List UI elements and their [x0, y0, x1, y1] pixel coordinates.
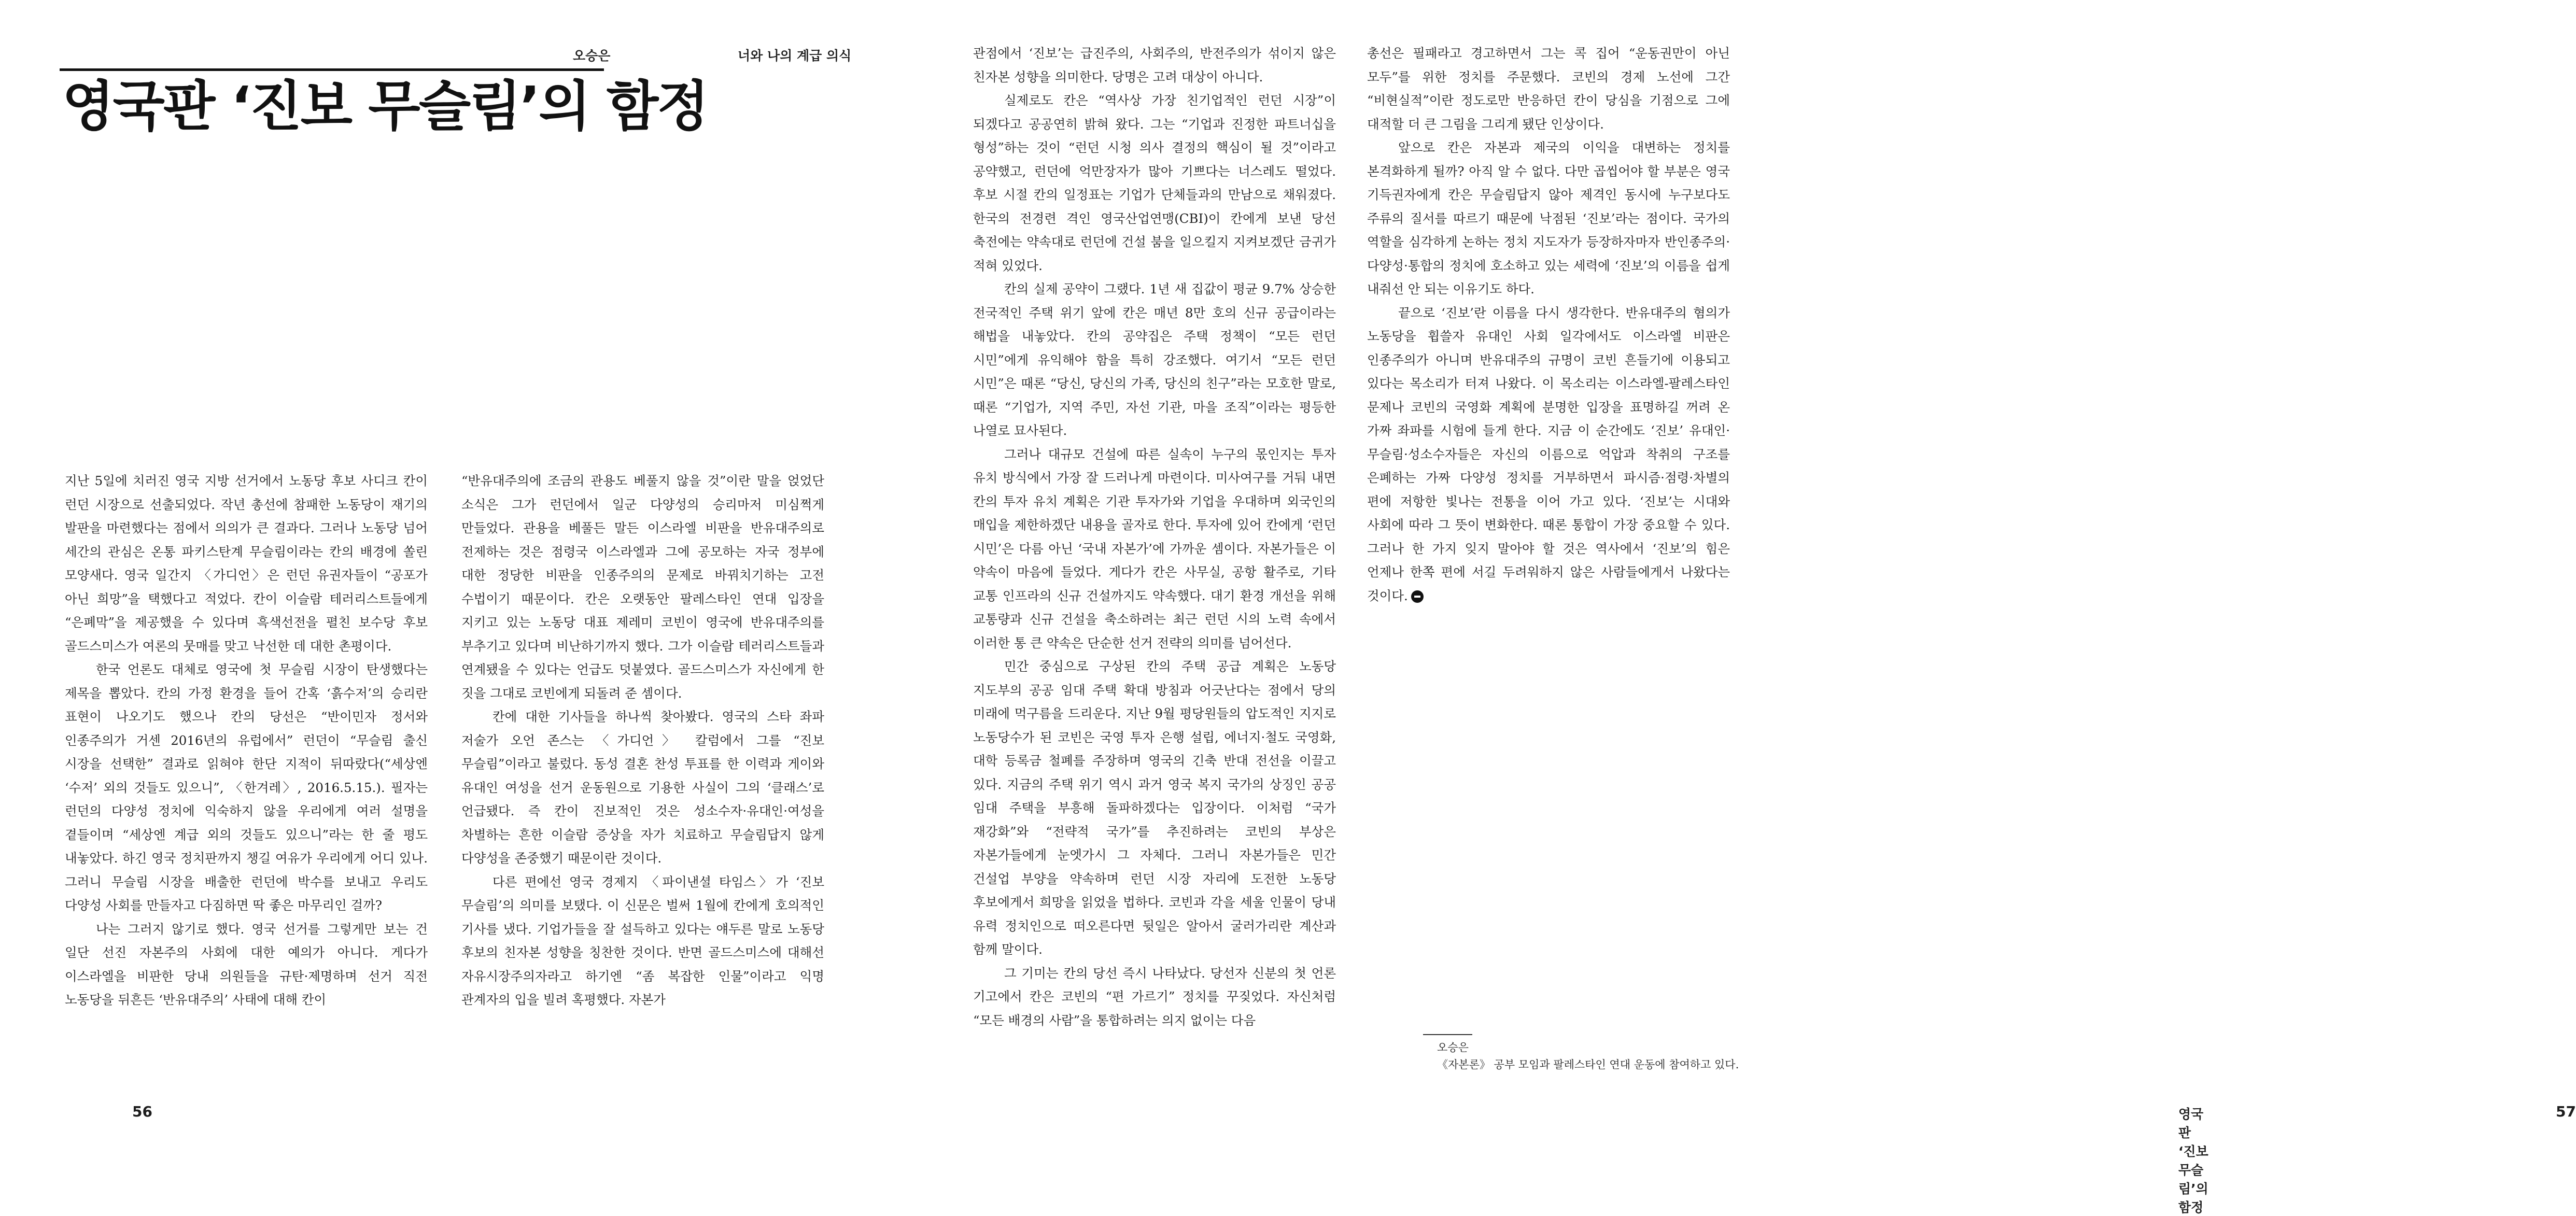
page-number-right: 57 [2556, 1103, 2576, 1120]
header-section: 너와 나의 계급 의식 [738, 48, 852, 63]
paragraph: 한국 언론도 대체로 영국에 첫 무슬림 시장이 탄생했다는 제목을 뽑았다. 칸의 가정 환경을 들어 간혹 ‘흙수저’의 승리란 표현이 나오기도 했으나 칸의 당선은 “반이민자 정서와 인종주의가 거센 2016년의 유럽에서” 런던이 “무슬림 출신 시장을 선택한” 결과로 읽혀야 한단 지적이 뒤따랐다(“세상엔 ‘수저’ 외의 것들도 있으니”, 〈한겨레〉, 2016.5.15.). 필자는 런던의 다양성 정치에 익숙하지 않을 우리에게 여러 설명을 곁들이며 “세상엔 계급 외의 것들도 있으니”라는 한 줄 평도 내놓았다. 하긴 영국 정치판까지 챙길 여유가 우리에게 어디 있나. 그러니 무슬림 시장을 배출한 런던에 박수를 보내고 우리도 다양성 사회를 만들자고 다짐하면 딱 좋은 마무리인 걸까? [65, 662, 428, 913]
header-author: 오승은 [573, 48, 611, 63]
paragraph: 다른 편에선 영국 경제지 〈파이낸셜 타임스〉가 ‘진보 무슬림’의 의미를 보탰다. 이 신문은 벌써 1월에 칸에게 호의적인 기사를 냈다. 기업가들을 잘 설득하고 있다는 얘두른 말로 노동당 후보의 친자본 성향을 칭찬한 것이다. 반면 골드스미스에 대해선 자유시장주의자라고 하기엔 “좀 복잡한 인물”이라고 익명 관계자의 입을 빌려 혹평했다. 자본가 [461, 874, 824, 1007]
title-rule [60, 68, 604, 71]
body-column-4 [1367, 41, 1730, 607]
body-column-3 [973, 41, 1336, 1032]
running-title: 영국판 ‘진보 무슬림’의 함정 [2178, 1107, 2208, 1215]
paragraph: 그러나 대규모 건설에 따른 실속이 누구의 몫인지는 투자 유치 방식에서 가장 잘 드러나게 마련이다. 미사여구를 거둬 내면 칸의 투자 유치 계획은 기관 투자가와 기업을 우대하며 외국인의 매입을 제한하겠단 내용을 골자로 한다. 투자에 있어 칸에게 ‘런던 시민’은 다름 아닌 ‘국내 자본가’에 가까운 셈이다. 자본가들은 이 약속이 마음에 들었다. 게다가 칸은 사무실, 공항 활주로, 기타 교통 인프라의 신규 건설까지도 약속했다. 대기 환경 개선을 위해 교통량과 신규 건설을 축소하려는 최근 런던 시의 노력 속에서 이러한 통 큰 약속은 단순한 선거 전략의 의미를 넘어선다. [973, 446, 1336, 651]
paragraph: 총선은 필패라고 경고하면서 그는 콕 집어 “운동권만이 아닌 모두”를 위한 정치를 주문했다. 코빈의 경제 노선에 그간 “비현실적”이란 정도로만 반응하던 칸이 당심을 기점으로 그에 대적할 더 큰 그림을 그리게 됐단 인상이다. [1367, 46, 1730, 132]
author-bio-description: 《자본론》 공부 모임과 팔레스타인 연대 운동에 참여하고 있다. [1437, 1058, 1739, 1071]
paragraph: 칸의 실제 공약이 그랬다. 1년 새 집값이 평균 9.7% 상승한 전국적인 주택 위기 앞에 칸은 매년 8만 호의 신규 공급이라는 해법을 내놓았다. 칸의 공약집은 주택 정책이 “모든 런던 시민”에게 유익해야 함을 특히 강조했다. 여기서 “모든 런던 시민”은 때론 “당신, 당신의 가족, 당신의 친구”라는 모호한 말로, 때론 “기업가, 지역 주민, 자선 기관, 마을 조직”이라는 평등한 나열로 묘사된다. [973, 281, 1336, 438]
left-page [0, 0, 898, 1143]
paragraph-text: 끝으로 ‘진보’란 이름을 다시 생각한다. 반유대주의 혐의가 노동당을 휩쓸자 유대인 사회 일각에서도 이스라엘 비판은 인종주의가 아니며 반유대주의 규명이 코빈 흔들기에 이용되고 있다는 목소리가 터져 나왔다. 이 목소리는 이스라엘-팔레스타인 문제나 코빈의 국영화 계획에 분명한 입장을 표명하길 꺼려 온 가짜 좌파를 시험에 들게 한다. 지금 이 순간에도 ‘진보’ 유대인·무슬림·성소수자들은 자신의 이름으로 억압과 착취의 구조를 은폐하는 가짜 다양성 정치를 거부하면서 파시즘·점령·차별의 편에 저항한 빛나는 전통을 이어 가고 있다. ‘진보’는 시대와 사회에 따라 그 뜻이 변화한다. 때론 통합이 가장 중요할 수 있다. 그러나 한 가지 잊지 말아야 할 것은 역사에서 ‘진보’의 힘은 언제나 한쪽 편에 서길 두려워하지 않은 사람들에게서 나왔다는 것이다. [1367, 305, 1730, 603]
paragraph: 지난 5일에 치러진 영국 지방 선거에서 노동당 후보 사디크 칸이 런던 시장으로 선출되었다. 작년 총선에 참패한 노동당이 재기의 발판을 마련했다는 점에서 의의가 큰 결과다. 그러나 노동당 넘어 세간의 관심은 온통 파키스탄계 무슬림이라는 칸의 배경에 쏠린 모양새다. 영국 일간지 〈가디언〉은 런던 유권자들이 “공포가 아닌 희망”을 택했다고 적었다. 칸이 이슬람 테러리스트들에게 “은폐막”을 제공했을 수 있다며 흑색선전을 펼친 보수당 후보 골드스미스가 여론의 뭇매를 맞고 낙선한 데 대한 촌평이다. [65, 473, 428, 654]
paragraph-final [1367, 301, 1730, 608]
body-column-2 [461, 469, 824, 1012]
author-bio [1437, 1039, 1739, 1073]
paragraph: 나는 그러지 않기로 했다. 영국 선거를 그렇게만 보는 건 일단 선진 자본주의 사회에 대한 예의가 아니다. 게다가 이스라엘을 비판한 당내 의원들을 규탄·제명하며 선거 직전 노동당을 뒤흔든 ‘반유대주의’ 사태에 대해 칸이 [65, 921, 428, 1007]
bio-divider [1423, 1034, 1472, 1035]
magazine-end-mark-icon [1411, 590, 1424, 603]
page-number-left: 56 [132, 1103, 152, 1120]
paragraph: 민간 중심으로 구상된 칸의 주택 공급 계획은 노동당 지도부의 공공 임대 주택 확대 방침과 어긋난다는 점에서 당의 미래에 먹구름을 드리운다. 지난 9월 평당원들의 압도적인 지지로 노동당수가 된 코빈은 국영 투자 은행 설립, 에너지·철도 국영화, 대학 등록금 철폐를 주장하며 영국의 긴축 반대 전선을 이끌고 있다. 지금의 주택 위기 역시 과거 영국 복지 국가의 상징인 공공 임대 주택을 부흥해 돌파하겠다는 입장이다. 이처럼 “국가 재강화”와 “전략적 국가”를 추진하려는 코빈의 부상은 자본가들에게 눈엣가시 그 자체다. 그러니 자본가들은 민간 건설업 부양을 약속하며 런던 시장 자리에 도전한 노동당 후보에게서 희망을 읽었을 법하다. 코빈과 각을 세울 인물이 당내 유력 정치인으로 떠오른다면 뒷일은 알아서 굴러가리란 계산과 함께 말이다. [973, 659, 1336, 957]
paragraph: 칸에 대한 기사들을 하나씩 찾아봤다. 영국의 스타 좌파 저술가 오언 존스는 〈가디언〉 칼럼에서 그를 “진보 무슬림”이라고 불렀다. 동성 결혼 찬성 투표를 한 이력과 게이와 유대인 여성을 선거 운동원으로 기용한 사실이 그의 ‘클래스’로 언급됐다. 즉 칸이 진보적인 것은 성소수자·유대인·여성을 차별하는 흔한 이슬람 증상을 자가 치료하고 무슬림답지 않게 다양성을 존중했기 때문이란 것이다. [461, 709, 824, 866]
paragraph: 관점에서 ‘진보’는 급진주의, 사회주의, 반전주의가 섞이지 않은 친자본 성향을 의미한다. 당명은 고려 대상이 아니다. [973, 46, 1336, 84]
body-column-1 [65, 469, 428, 1012]
article-title: 영국판 ‘진보 무슬림’의 함정 [62, 75, 708, 138]
paragraph: 앞으로 칸은 자본과 제국의 이익을 대변하는 정치를 본격화하게 될까? 아직 알 수 없다. 다만 곱씹어야 할 부분은 영국 기득권자에게 칸은 무슬림답지 않아 제격인 동시에 누구보다도 주류의 질서를 따르기 때문에 낙점된 ‘진보’라는 점이다. 국가의 역할을 심각하게 논하는 정치 지도자가 등장하자마자 반인종주의·다양성·통합의 정치에 호소하고 있는 세력에 ‘진보’의 이름을 쉽게 내줘선 안 되는 이유기도 하다. [1367, 140, 1730, 296]
right-page [898, 0, 2576, 1215]
paragraph: “반유대주의에 조금의 관용도 베풀지 않을 것”이란 말을 얹었단 소식은 그가 런던에서 일군 다양성의 승리마저 미심쩍게 만들었다. 관용을 베풀든 말든 이스라엘 비판을 반유대주의로 전제하는 것은 점령국 이스라엘과 그에 공모하는 자국 정부에 대한 정당한 비판을 인종주의의 문제로 바꿔치기하는 고전 수법이기 때문이다. 칸은 오랫동안 팔레스타인 연대 입장을 지키고 있는 노동당 대표 제레미 코빈이 영국에 반유대주의를 부추기고 있다며 비난하기까지 했다. 그가 이슬람 테러리스트들과 연계됐을 수 있다는 언급도 덧붙였다. 골드스미스가 자신에게 한 짓을 그대로 코빈에게 되돌려 준 셈이다. [461, 473, 824, 701]
author-bio-name: 오승은 [1437, 1041, 1469, 1054]
paragraph: 그 기미는 칸의 당선 즉시 나타났다. 당선자 신분의 첫 언론 기고에서 칸은 코빈의 “편 가르기” 정치를 꾸짖었다. 자신처럼 “모든 배경의 사람”을 통합하려는 의지 없이는 다음 [973, 965, 1336, 1028]
paragraph: 실제로도 칸은 “역사상 가장 친기업적인 런던 시장”이 되겠다고 공공연히 밝혀 왔다. 그는 “기업과 진정한 파트너십을 형성”하는 것이 “런던 시청 의사 결정의 핵심이 될 것”이라고 공약했고, 런던에 억만장자가 많아 기쁘다는 너스레도 떨었다. 후보 시절 칸의 일정표는 기업가 단체들과의 만남으로 채워졌다. 한국의 전경련 격인 영국산업연맹(CBI)이 칸에게 보낸 당선 축전에는 약속대로 런던에 건설 붐을 일으킬지 지켜보겠단 금귀가 적혀 있었다. [973, 93, 1336, 273]
